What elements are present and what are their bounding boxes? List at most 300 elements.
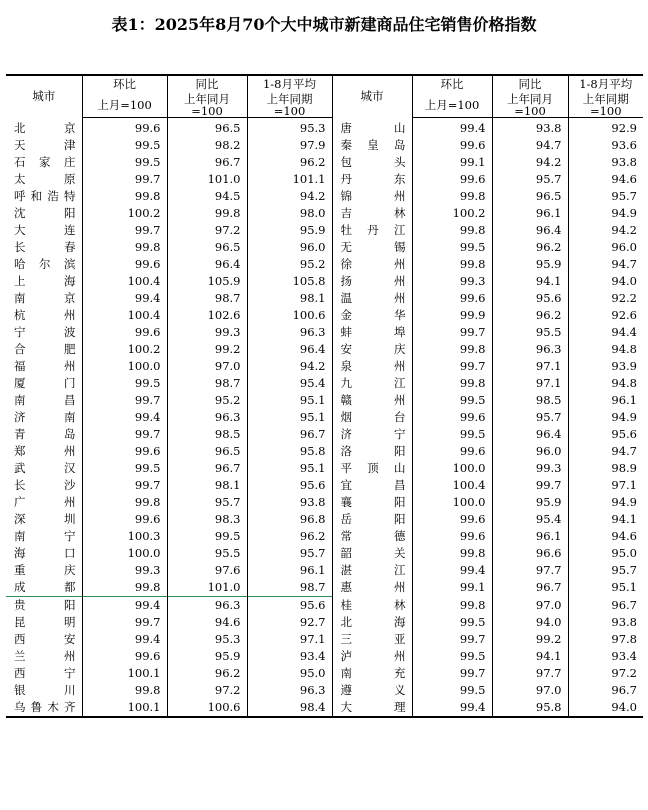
city-name: 惠州 bbox=[332, 579, 412, 597]
table-row bbox=[6, 188, 643, 205]
base-avg-right: 上年同期 =100 bbox=[568, 93, 643, 118]
yoy-value: 99.2 bbox=[167, 341, 247, 358]
city-name: 北海 bbox=[332, 614, 412, 631]
city-name: 郑州 bbox=[14, 444, 76, 458]
mom-value: 99.6 bbox=[82, 324, 167, 341]
mom-value: 99.7 bbox=[412, 665, 492, 682]
mom-value: 99.5 bbox=[412, 392, 492, 409]
mom-value: 100.1 bbox=[82, 665, 167, 682]
yoy-value: 99.5 bbox=[167, 528, 247, 545]
yoy-value: 94.7 bbox=[492, 137, 568, 154]
mom-value: 100.4 bbox=[82, 307, 167, 324]
mom-value: 100.4 bbox=[412, 477, 492, 494]
avg-value: 92.2 bbox=[568, 290, 643, 307]
table-row bbox=[6, 682, 643, 699]
mom-value: 99.8 bbox=[82, 682, 167, 699]
mom-value: 99.8 bbox=[82, 239, 167, 256]
table-row bbox=[6, 579, 643, 597]
yoy-value: 99.2 bbox=[492, 631, 568, 648]
mom-value: 99.7 bbox=[82, 392, 167, 409]
city-name: 南宁 bbox=[14, 529, 76, 543]
mom-value: 99.4 bbox=[82, 409, 167, 426]
avg-value: 94.9 bbox=[568, 409, 643, 426]
table-row bbox=[6, 290, 643, 307]
table-row bbox=[6, 239, 643, 256]
yoy-value: 98.7 bbox=[167, 290, 247, 307]
avg-value: 95.9 bbox=[247, 222, 332, 239]
table-row bbox=[6, 460, 643, 477]
mom-value: 99.8 bbox=[412, 222, 492, 239]
mom-value: 100.3 bbox=[82, 528, 167, 545]
mom-value: 99.8 bbox=[412, 256, 492, 273]
avg-value: 98.0 bbox=[247, 205, 332, 222]
table-row bbox=[6, 324, 643, 341]
table-row bbox=[6, 409, 643, 426]
mom-value: 99.9 bbox=[412, 307, 492, 324]
avg-value: 93.8 bbox=[568, 614, 643, 631]
avg-value: 96.0 bbox=[247, 239, 332, 256]
avg-value: 94.6 bbox=[568, 528, 643, 545]
mom-value: 99.5 bbox=[82, 154, 167, 171]
table-row bbox=[6, 171, 643, 188]
avg-value: 93.9 bbox=[568, 358, 643, 375]
city-name: 安庆 bbox=[332, 341, 412, 358]
avg-value: 101.1 bbox=[247, 171, 332, 188]
col-header-city-left: 城市 bbox=[6, 75, 82, 118]
avg-value: 97.2 bbox=[568, 665, 643, 682]
mom-value: 99.6 bbox=[412, 511, 492, 528]
mom-value: 99.6 bbox=[412, 443, 492, 460]
table-row bbox=[6, 118, 643, 138]
yoy-value: 96.7 bbox=[167, 460, 247, 477]
yoy-value: 95.4 bbox=[492, 511, 568, 528]
mom-value: 99.7 bbox=[412, 631, 492, 648]
city-name: 扬州 bbox=[332, 273, 412, 290]
yoy-value: 96.1 bbox=[492, 205, 568, 222]
avg-value: 92.7 bbox=[247, 614, 332, 631]
yoy-value: 94.6 bbox=[167, 614, 247, 631]
table-row bbox=[6, 545, 643, 562]
avg-value: 93.8 bbox=[568, 154, 643, 171]
city-name: 重庆 bbox=[14, 563, 76, 577]
price-index-table bbox=[6, 74, 643, 718]
avg-value: 96.2 bbox=[247, 528, 332, 545]
yoy-value: 100.6 bbox=[167, 699, 247, 717]
table-row bbox=[6, 273, 643, 290]
yoy-value: 96.5 bbox=[492, 188, 568, 205]
city-name: 大理 bbox=[332, 699, 412, 717]
city-name: 襄阳 bbox=[332, 494, 412, 511]
mom-value: 99.4 bbox=[82, 290, 167, 307]
mom-value: 99.1 bbox=[412, 579, 492, 597]
mom-value: 99.4 bbox=[82, 631, 167, 648]
yoy-value: 94.0 bbox=[492, 614, 568, 631]
table-row bbox=[6, 614, 643, 631]
yoy-value: 105.9 bbox=[167, 273, 247, 290]
yoy-value: 97.0 bbox=[492, 682, 568, 699]
table-row bbox=[6, 648, 643, 665]
table-row bbox=[6, 665, 643, 682]
avg-value: 95.7 bbox=[568, 562, 643, 579]
col-header-yoy-right: 同比 bbox=[492, 75, 568, 93]
yoy-value: 101.0 bbox=[167, 579, 247, 597]
city-name: 石家庄 bbox=[14, 155, 76, 169]
yoy-value: 96.5 bbox=[167, 239, 247, 256]
avg-value: 93.4 bbox=[568, 648, 643, 665]
mom-value: 99.8 bbox=[82, 188, 167, 205]
yoy-value: 95.7 bbox=[492, 409, 568, 426]
yoy-value: 96.3 bbox=[167, 597, 247, 615]
city-name: 金华 bbox=[332, 307, 412, 324]
city-name: 济南 bbox=[14, 410, 76, 424]
mom-value: 99.5 bbox=[412, 682, 492, 699]
avg-value: 95.6 bbox=[247, 597, 332, 615]
table-row bbox=[6, 154, 643, 171]
mom-value: 100.0 bbox=[412, 460, 492, 477]
avg-value: 96.0 bbox=[568, 239, 643, 256]
mom-value: 99.6 bbox=[82, 256, 167, 273]
mom-value: 100.1 bbox=[82, 699, 167, 717]
table-row bbox=[6, 137, 643, 154]
base-yoy-left: 上年同月 =100 bbox=[167, 93, 247, 118]
mom-value: 99.6 bbox=[82, 511, 167, 528]
avg-value: 95.0 bbox=[247, 665, 332, 682]
city-name: 徐州 bbox=[332, 256, 412, 273]
col-header-mom-right: 环比 bbox=[412, 75, 492, 93]
city-name: 青岛 bbox=[14, 427, 76, 441]
avg-value: 95.6 bbox=[568, 426, 643, 443]
avg-value: 105.8 bbox=[247, 273, 332, 290]
yoy-value: 96.4 bbox=[492, 222, 568, 239]
city-name: 包头 bbox=[332, 154, 412, 171]
table-row bbox=[6, 256, 643, 273]
city-name: 桂林 bbox=[332, 597, 412, 615]
city-name: 武汉 bbox=[14, 461, 76, 475]
yoy-value: 98.2 bbox=[167, 137, 247, 154]
city-name: 温州 bbox=[332, 290, 412, 307]
col-header-avg-left: 1-8月平均 bbox=[247, 75, 332, 93]
city-name: 长沙 bbox=[14, 478, 76, 492]
table-row bbox=[6, 597, 643, 615]
mom-value: 99.7 bbox=[412, 324, 492, 341]
city-name: 沈阳 bbox=[14, 206, 76, 220]
avg-value: 95.4 bbox=[247, 375, 332, 392]
city-name: 平顶山 bbox=[332, 460, 412, 477]
city-name: 西宁 bbox=[14, 666, 76, 680]
mom-value: 99.5 bbox=[412, 239, 492, 256]
city-name: 乌鲁木齐 bbox=[6, 699, 82, 717]
mom-value: 99.1 bbox=[412, 154, 492, 171]
avg-value: 98.7 bbox=[247, 579, 332, 597]
city-name: 秦皇岛 bbox=[332, 137, 412, 154]
mom-value: 99.4 bbox=[412, 699, 492, 717]
mom-value: 99.6 bbox=[82, 443, 167, 460]
yoy-value: 97.1 bbox=[492, 358, 568, 375]
yoy-value: 102.6 bbox=[167, 307, 247, 324]
avg-value: 96.7 bbox=[568, 597, 643, 615]
avg-value: 95.1 bbox=[247, 409, 332, 426]
yoy-value: 98.7 bbox=[167, 375, 247, 392]
avg-value: 98.9 bbox=[568, 460, 643, 477]
mom-value: 100.2 bbox=[82, 341, 167, 358]
avg-value: 94.7 bbox=[568, 443, 643, 460]
avg-value: 96.8 bbox=[247, 511, 332, 528]
mom-value: 99.6 bbox=[82, 648, 167, 665]
city-name: 贵阳 bbox=[6, 597, 82, 615]
avg-value: 94.0 bbox=[568, 273, 643, 290]
yoy-value: 95.7 bbox=[492, 171, 568, 188]
city-name: 深圳 bbox=[14, 512, 76, 526]
yoy-value: 95.5 bbox=[167, 545, 247, 562]
city-name: 大连 bbox=[14, 223, 76, 237]
yoy-value: 95.6 bbox=[492, 290, 568, 307]
table-row bbox=[6, 358, 643, 375]
yoy-value: 95.3 bbox=[167, 631, 247, 648]
yoy-value: 96.4 bbox=[492, 426, 568, 443]
table-row bbox=[6, 307, 643, 324]
mom-value: 99.7 bbox=[82, 171, 167, 188]
avg-value: 95.1 bbox=[247, 392, 332, 409]
mom-value: 100.4 bbox=[82, 273, 167, 290]
city-name: 丹东 bbox=[332, 171, 412, 188]
yoy-value: 97.2 bbox=[167, 682, 247, 699]
table-row bbox=[6, 494, 643, 511]
city-name: 昆明 bbox=[14, 615, 76, 629]
avg-value: 94.1 bbox=[568, 511, 643, 528]
table-row bbox=[6, 341, 643, 358]
avg-value: 95.7 bbox=[247, 545, 332, 562]
table-row bbox=[6, 392, 643, 409]
mom-value: 99.7 bbox=[82, 222, 167, 239]
avg-value: 92.9 bbox=[568, 118, 643, 138]
avg-value: 96.7 bbox=[568, 682, 643, 699]
mom-value: 99.4 bbox=[412, 118, 492, 138]
city-name: 宜昌 bbox=[332, 477, 412, 494]
yoy-value: 96.0 bbox=[492, 443, 568, 460]
yoy-value: 98.1 bbox=[167, 477, 247, 494]
yoy-value: 95.5 bbox=[492, 324, 568, 341]
avg-value: 94.9 bbox=[568, 205, 643, 222]
col-header-city-right: 城市 bbox=[332, 75, 412, 118]
mom-value: 99.6 bbox=[82, 118, 167, 138]
yoy-value: 97.0 bbox=[492, 597, 568, 615]
avg-value: 93.4 bbox=[247, 648, 332, 665]
yoy-value: 94.1 bbox=[492, 273, 568, 290]
table-row bbox=[6, 631, 643, 648]
avg-value: 98.4 bbox=[247, 699, 332, 717]
yoy-value: 94.2 bbox=[492, 154, 568, 171]
city-name: 九江 bbox=[332, 375, 412, 392]
avg-value: 94.2 bbox=[247, 188, 332, 205]
city-name: 福州 bbox=[14, 359, 76, 373]
mom-value: 99.6 bbox=[412, 171, 492, 188]
yoy-value: 95.9 bbox=[167, 648, 247, 665]
mom-value: 100.2 bbox=[82, 205, 167, 222]
yoy-value: 98.5 bbox=[167, 426, 247, 443]
table-row bbox=[6, 222, 643, 239]
mom-value: 99.5 bbox=[82, 375, 167, 392]
yoy-value: 96.2 bbox=[492, 239, 568, 256]
yoy-value: 96.5 bbox=[167, 443, 247, 460]
city-name: 遵义 bbox=[332, 682, 412, 699]
table-row bbox=[6, 699, 643, 717]
mom-value: 99.7 bbox=[82, 477, 167, 494]
base-mom-right: 上月=100 bbox=[412, 93, 492, 118]
city-name: 南充 bbox=[332, 665, 412, 682]
city-name: 北京 bbox=[14, 120, 76, 135]
mom-value: 99.3 bbox=[82, 562, 167, 579]
mom-value: 99.5 bbox=[82, 137, 167, 154]
avg-value: 97.1 bbox=[568, 477, 643, 494]
mom-value: 99.8 bbox=[82, 579, 167, 597]
mom-value: 99.8 bbox=[412, 188, 492, 205]
table-row bbox=[6, 205, 643, 222]
yoy-value: 97.1 bbox=[492, 375, 568, 392]
mom-value: 99.5 bbox=[82, 460, 167, 477]
city-name: 太原 bbox=[14, 172, 76, 186]
yoy-value: 94.5 bbox=[167, 188, 247, 205]
avg-value: 95.1 bbox=[247, 460, 332, 477]
yoy-value: 93.8 bbox=[492, 118, 568, 138]
yoy-value: 96.5 bbox=[167, 118, 247, 138]
mom-value: 99.8 bbox=[412, 545, 492, 562]
table-row bbox=[6, 375, 643, 392]
col-header-mom-left: 环比 bbox=[82, 75, 167, 93]
city-name: 泸州 bbox=[332, 648, 412, 665]
mom-value: 100.0 bbox=[82, 545, 167, 562]
yoy-value: 99.3 bbox=[492, 460, 568, 477]
yoy-value: 99.8 bbox=[167, 205, 247, 222]
col-header-avg-right: 1-8月平均 bbox=[568, 75, 643, 93]
city-name: 宁波 bbox=[14, 325, 76, 339]
avg-value: 94.8 bbox=[568, 341, 643, 358]
avg-value: 97.1 bbox=[247, 631, 332, 648]
city-name: 蚌埠 bbox=[332, 324, 412, 341]
yoy-value: 96.1 bbox=[492, 528, 568, 545]
yoy-value: 97.0 bbox=[167, 358, 247, 375]
city-name: 吉林 bbox=[332, 205, 412, 222]
yoy-value: 95.9 bbox=[492, 494, 568, 511]
avg-value: 95.3 bbox=[247, 118, 332, 138]
avg-value: 96.7 bbox=[247, 426, 332, 443]
city-name: 泉州 bbox=[332, 358, 412, 375]
avg-value: 94.7 bbox=[568, 256, 643, 273]
avg-value: 95.2 bbox=[247, 256, 332, 273]
avg-value: 97.8 bbox=[568, 631, 643, 648]
city-name: 长春 bbox=[14, 240, 76, 254]
city-name: 牡丹江 bbox=[332, 222, 412, 239]
avg-value: 92.6 bbox=[568, 307, 643, 324]
yoy-value: 98.5 bbox=[492, 392, 568, 409]
yoy-value: 99.7 bbox=[492, 477, 568, 494]
avg-value: 95.0 bbox=[568, 545, 643, 562]
mom-value: 100.0 bbox=[412, 494, 492, 511]
avg-value: 96.4 bbox=[247, 341, 332, 358]
city-name: 韶关 bbox=[332, 545, 412, 562]
yoy-value: 96.3 bbox=[167, 409, 247, 426]
yoy-value: 97.7 bbox=[492, 562, 568, 579]
yoy-value: 95.9 bbox=[492, 256, 568, 273]
city-name: 成都 bbox=[14, 580, 76, 594]
mom-value: 99.5 bbox=[412, 426, 492, 443]
city-name: 西安 bbox=[14, 632, 76, 646]
city-name: 银川 bbox=[14, 683, 76, 697]
table-title: 表1：2025年8月70个大中城市新建商品住宅销售价格指数 bbox=[111, 15, 537, 34]
city-name: 湛江 bbox=[332, 562, 412, 579]
yoy-value: 94.1 bbox=[492, 648, 568, 665]
avg-value: 95.6 bbox=[247, 477, 332, 494]
avg-value: 94.0 bbox=[568, 699, 643, 717]
mom-value: 99.4 bbox=[82, 597, 167, 615]
col-header-yoy-left: 同比 bbox=[167, 75, 247, 93]
mom-value: 99.6 bbox=[412, 290, 492, 307]
avg-value: 95.7 bbox=[568, 188, 643, 205]
mom-value: 99.8 bbox=[412, 375, 492, 392]
yoy-value: 95.8 bbox=[492, 699, 568, 717]
mom-value: 99.3 bbox=[412, 273, 492, 290]
avg-value: 94.9 bbox=[568, 494, 643, 511]
avg-value: 94.4 bbox=[568, 324, 643, 341]
yoy-value: 97.2 bbox=[167, 222, 247, 239]
city-name: 天津 bbox=[14, 138, 76, 152]
avg-value: 96.3 bbox=[247, 324, 332, 341]
city-name: 南昌 bbox=[14, 393, 76, 407]
avg-value: 94.8 bbox=[568, 375, 643, 392]
mom-value: 99.5 bbox=[412, 614, 492, 631]
yoy-value: 96.3 bbox=[492, 341, 568, 358]
city-name: 广州 bbox=[14, 495, 76, 509]
mom-value: 99.6 bbox=[412, 528, 492, 545]
yoy-value: 101.0 bbox=[167, 171, 247, 188]
yoy-value: 96.2 bbox=[167, 665, 247, 682]
city-name: 海口 bbox=[14, 546, 76, 560]
base-avg-left: 上年同期 =100 bbox=[247, 93, 332, 118]
mom-value: 99.7 bbox=[412, 358, 492, 375]
yoy-value: 97.7 bbox=[492, 665, 568, 682]
avg-value: 100.6 bbox=[247, 307, 332, 324]
avg-value: 94.2 bbox=[568, 222, 643, 239]
yoy-value: 98.3 bbox=[167, 511, 247, 528]
mom-value: 99.6 bbox=[412, 409, 492, 426]
yoy-value: 95.2 bbox=[167, 392, 247, 409]
avg-value: 93.8 bbox=[247, 494, 332, 511]
mom-value: 99.8 bbox=[412, 597, 492, 615]
avg-value: 98.1 bbox=[247, 290, 332, 307]
avg-value: 96.2 bbox=[247, 154, 332, 171]
city-name: 合肥 bbox=[14, 342, 76, 356]
mom-value: 99.5 bbox=[412, 648, 492, 665]
yoy-value: 96.7 bbox=[492, 579, 568, 597]
table-row bbox=[6, 426, 643, 443]
city-name: 呼和浩特 bbox=[14, 189, 76, 203]
avg-value: 93.6 bbox=[568, 137, 643, 154]
yoy-value: 97.6 bbox=[167, 562, 247, 579]
avg-value: 95.1 bbox=[568, 579, 643, 597]
table-row bbox=[6, 477, 643, 494]
avg-value: 94.2 bbox=[247, 358, 332, 375]
table-row bbox=[6, 528, 643, 545]
mom-value: 99.8 bbox=[412, 341, 492, 358]
table-row bbox=[6, 511, 643, 528]
mom-value: 99.7 bbox=[82, 426, 167, 443]
city-name: 三亚 bbox=[332, 631, 412, 648]
city-name: 南京 bbox=[14, 291, 76, 305]
city-name: 杭州 bbox=[14, 308, 76, 322]
city-name: 岳阳 bbox=[332, 511, 412, 528]
city-name: 无锡 bbox=[332, 239, 412, 256]
city-name: 哈尔滨 bbox=[14, 257, 76, 271]
city-name: 唐山 bbox=[332, 118, 412, 138]
